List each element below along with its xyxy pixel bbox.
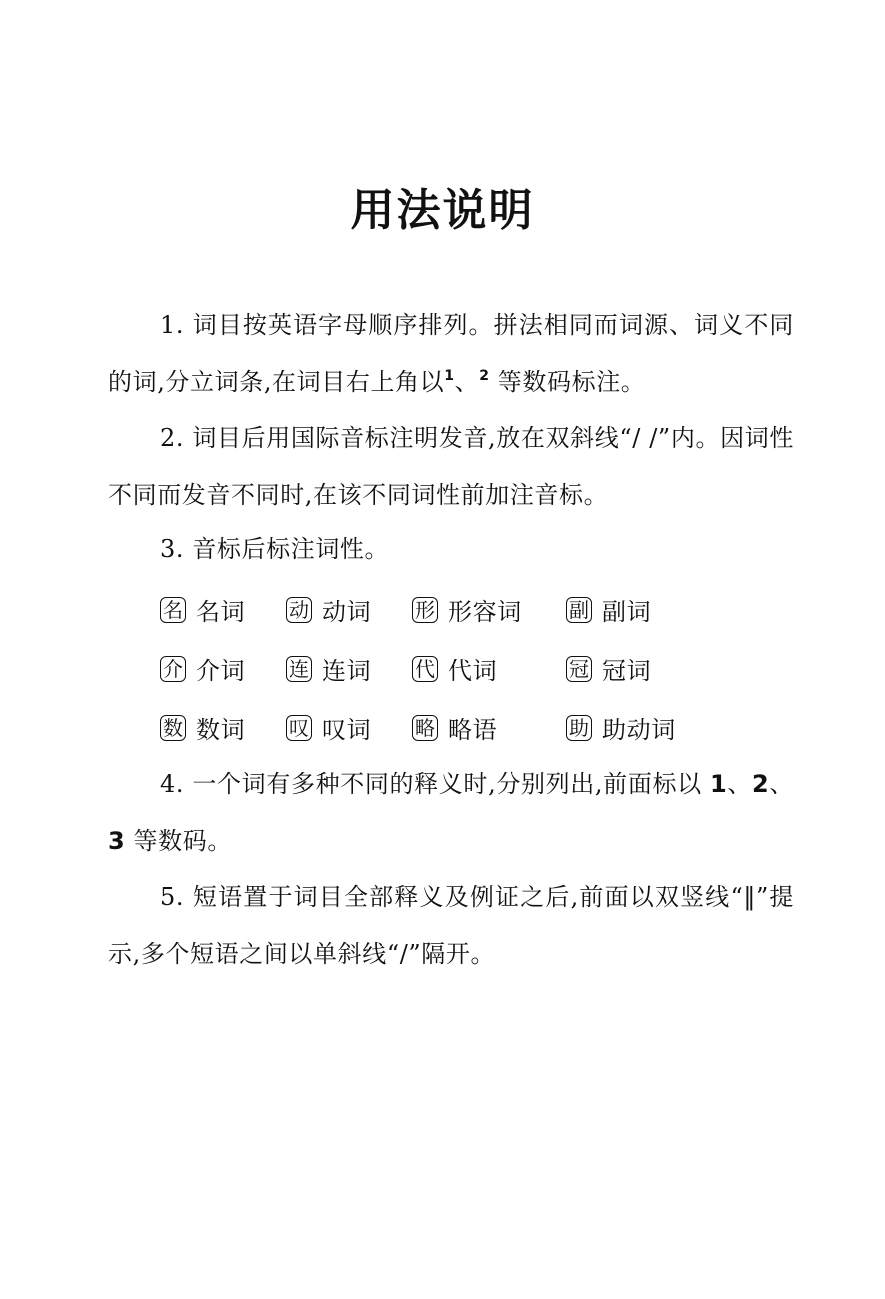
superscript-1: 1 xyxy=(444,368,455,384)
pos-label: 形容词 xyxy=(448,598,522,626)
legend-item xyxy=(566,639,651,698)
pos-abbr-box: 数 xyxy=(160,715,186,741)
legend-item xyxy=(160,580,245,639)
part-of-speech-legend xyxy=(160,580,800,757)
rule-1 xyxy=(108,297,794,411)
pos-label: 代词 xyxy=(448,657,498,685)
legend-item xyxy=(160,698,245,757)
rule-4 xyxy=(108,756,794,870)
pos-abbr-box: 助 xyxy=(566,715,592,741)
rule-4-text: 4. 一个词有多种不同的释义时,分别列出,前面标以 xyxy=(160,770,711,798)
pos-abbr-box: 代 xyxy=(412,656,438,682)
legend-row xyxy=(160,639,800,698)
pos-label: 略语 xyxy=(448,716,498,744)
pos-label: 冠词 xyxy=(602,657,652,685)
numeral-2: 2 xyxy=(752,770,770,798)
legend-item xyxy=(286,639,371,698)
pos-abbr-box: 冠 xyxy=(566,656,592,682)
pos-abbr-box: 名 xyxy=(160,597,186,623)
rule-5: 5. 短语置于词目全部释义及例证之后,前面以双竖线“‖”提示,多个短语之间以单斜线“/”隔开。 xyxy=(108,883,794,968)
superscript-2: 2 xyxy=(479,368,490,384)
legend-item xyxy=(286,580,371,639)
pos-label: 动词 xyxy=(322,598,372,626)
pos-abbr-box: 连 xyxy=(286,656,312,682)
legend-row xyxy=(160,698,800,757)
pos-abbr-box: 副 xyxy=(566,597,592,623)
rule-2: 2. 词目后用国际音标注明发音,放在双斜线“/ /”内。因词性不同而发音不同时,在该不同词性前加注音标。 xyxy=(108,424,794,509)
pos-abbr-box: 叹 xyxy=(286,715,312,741)
rule-1-separator: 、 xyxy=(454,368,480,396)
pos-label: 名词 xyxy=(196,598,246,626)
rule-1-text: 1. 词目按英语字母顺序排列。拼法相同而词源、词义不同的词,分立词条,在词目右上角以 xyxy=(108,311,794,396)
rule-4-separator: 、 xyxy=(727,770,753,798)
rule-4-text-end: 等数码。 xyxy=(125,827,232,855)
legend-item xyxy=(160,639,245,698)
pos-label: 副词 xyxy=(602,598,652,626)
pos-label: 连词 xyxy=(322,657,372,685)
legend-item xyxy=(566,580,651,639)
rule-1-text-end: 等数码标注。 xyxy=(489,368,646,396)
pos-abbr-box: 动 xyxy=(286,597,312,623)
pos-abbr-box: 略 xyxy=(412,715,438,741)
rule-3: 3. 音标后标注词性。 xyxy=(160,535,390,563)
legend-row xyxy=(160,580,800,639)
legend-item xyxy=(412,698,497,757)
pos-label: 数词 xyxy=(196,716,246,744)
legend-item xyxy=(566,698,676,757)
pos-abbr-box: 介 xyxy=(160,656,186,682)
legend-item xyxy=(412,639,497,698)
numeral-1: 1 xyxy=(710,770,728,798)
page-title: 用法说明 xyxy=(350,185,535,236)
pos-label: 叹词 xyxy=(322,716,372,744)
legend-item xyxy=(286,698,371,757)
legend-item xyxy=(412,580,522,639)
pos-abbr-box: 形 xyxy=(412,597,438,623)
pos-label: 介词 xyxy=(196,657,246,685)
rule-4-separator: 、 xyxy=(769,770,794,798)
numeral-3: 3 xyxy=(108,827,126,855)
pos-label: 助动词 xyxy=(602,716,676,744)
